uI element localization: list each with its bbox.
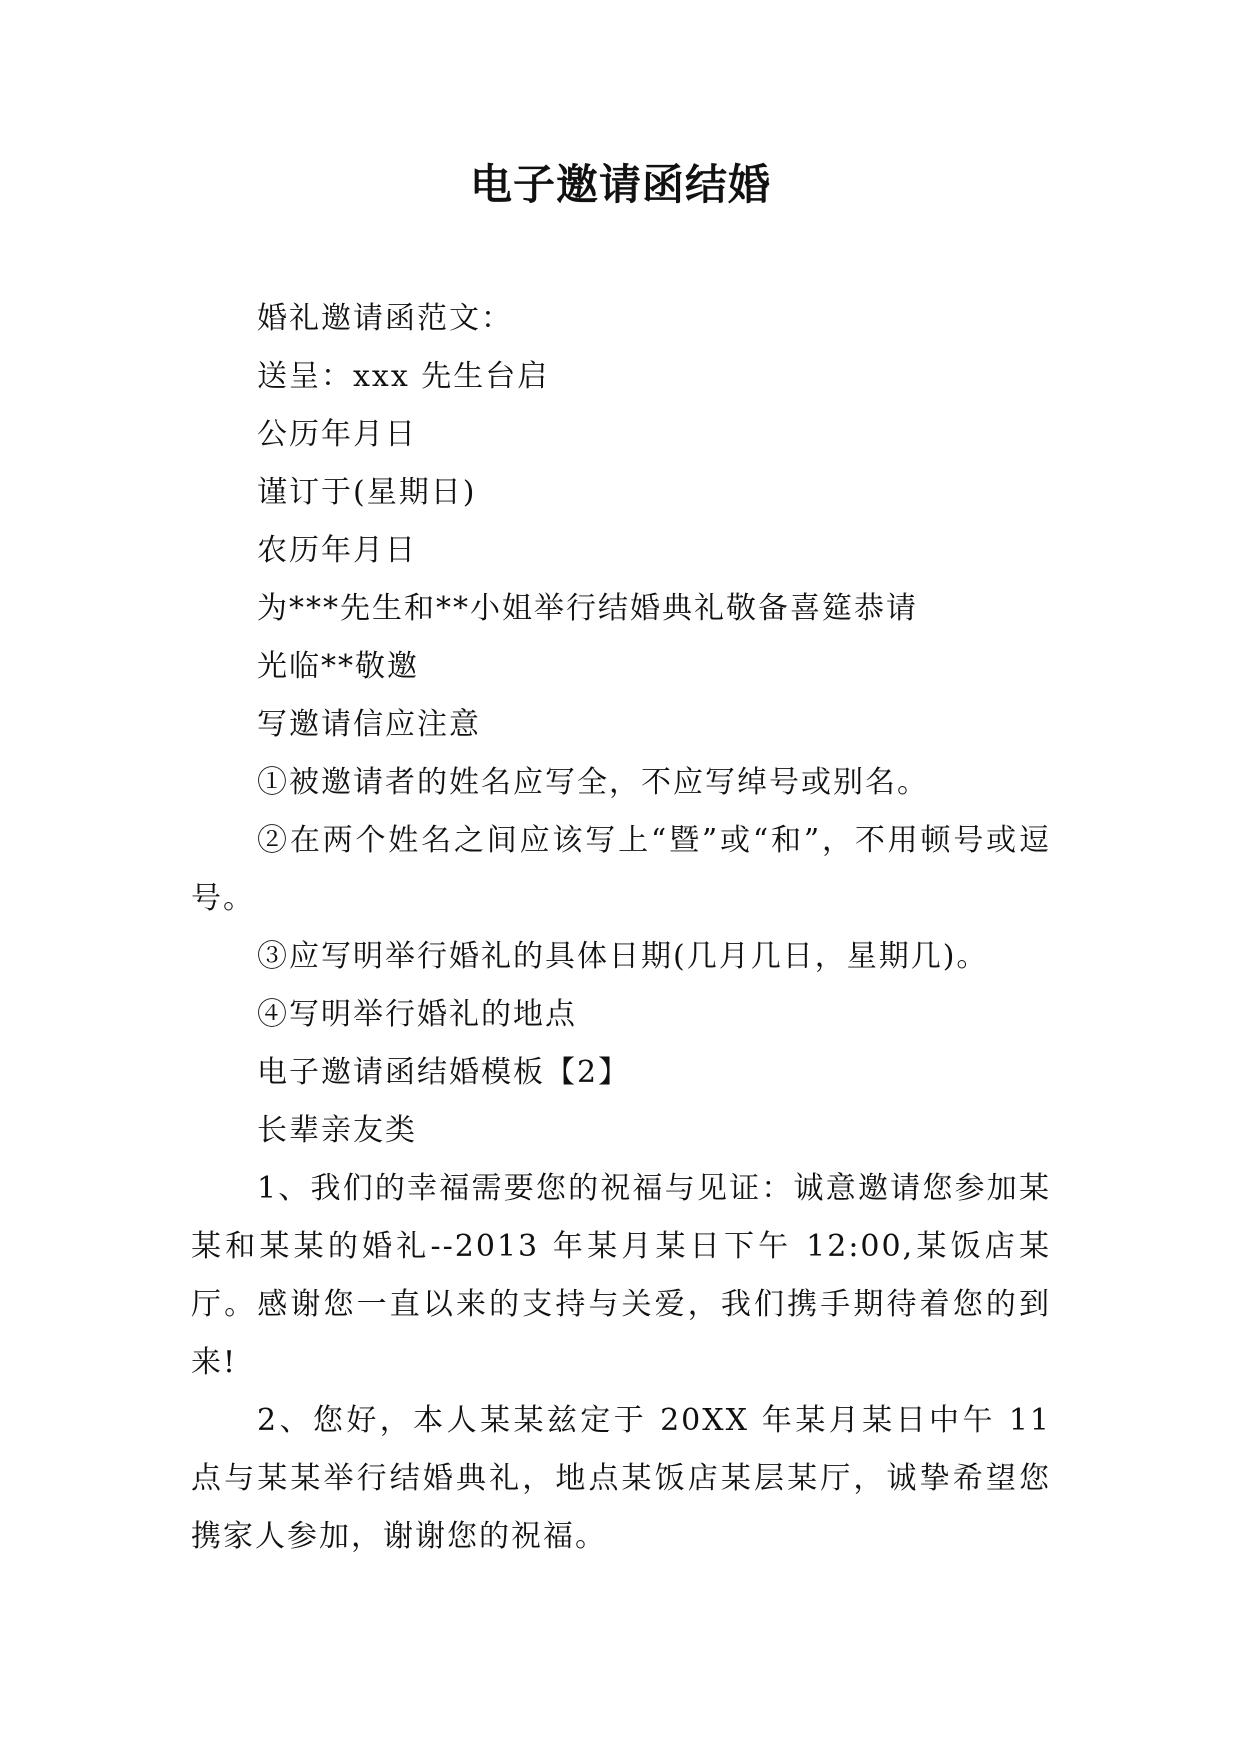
- paragraph-solar-date: 公历年月日: [257, 417, 417, 452]
- paragraph-sample-1: 1、我们的幸福需要您的祝福与见证：诚意邀请您参加某某和某某的婚礼--2013 年某月某日下午 12:00,某饭店某厅。感谢您一直以来的支持与关爱，我们携手期待着您的到来!: [191, 1171, 1051, 1380]
- paragraph-recipient: 送呈：xxx 先生台启: [257, 359, 550, 394]
- document-title: 电子邀请函结婚: [469, 160, 771, 209]
- document-body: [191, 290, 1051, 1566]
- paragraph-template-heading: 电子邀请函结婚模板【2】: [257, 1055, 631, 1090]
- paragraph-weekday: 谨订于(星期日): [257, 475, 477, 510]
- paragraph-lunar-date: 农历年月日: [257, 533, 417, 568]
- paragraph-note-4: ④写明举行婚礼的地点: [257, 997, 577, 1032]
- paragraph-category: 长辈亲友类: [257, 1113, 417, 1148]
- paragraph-note-3: ③应写明举行婚礼的具体日期(几月几日，星期几)。: [257, 939, 989, 974]
- paragraph-ceremony: 为***先生和**小姐举行结婚典礼敬备喜筵恭请: [257, 591, 918, 626]
- paragraph-invite-sign: 光临**敬邀: [257, 649, 419, 684]
- paragraph-notes-heading: 写邀请信应注意: [257, 707, 481, 742]
- paragraph-note-1: ①被邀请者的姓名应写全，不应写绰号或别名。: [257, 765, 929, 800]
- paragraph-sample-2: 2、您好，本人某某兹定于 20XX 年某月某日中午 11 点与某某举行结婚典礼，地点某饭店某层某厅，诚挚希望您携家人参加，谢谢您的祝福。: [191, 1403, 1051, 1554]
- paragraph-note-2: ②在两个姓名之间应该写上“暨”或“和”，不用顿号或逗号。: [191, 823, 1051, 916]
- paragraph-intro: 婚礼邀请函范文：: [257, 301, 513, 336]
